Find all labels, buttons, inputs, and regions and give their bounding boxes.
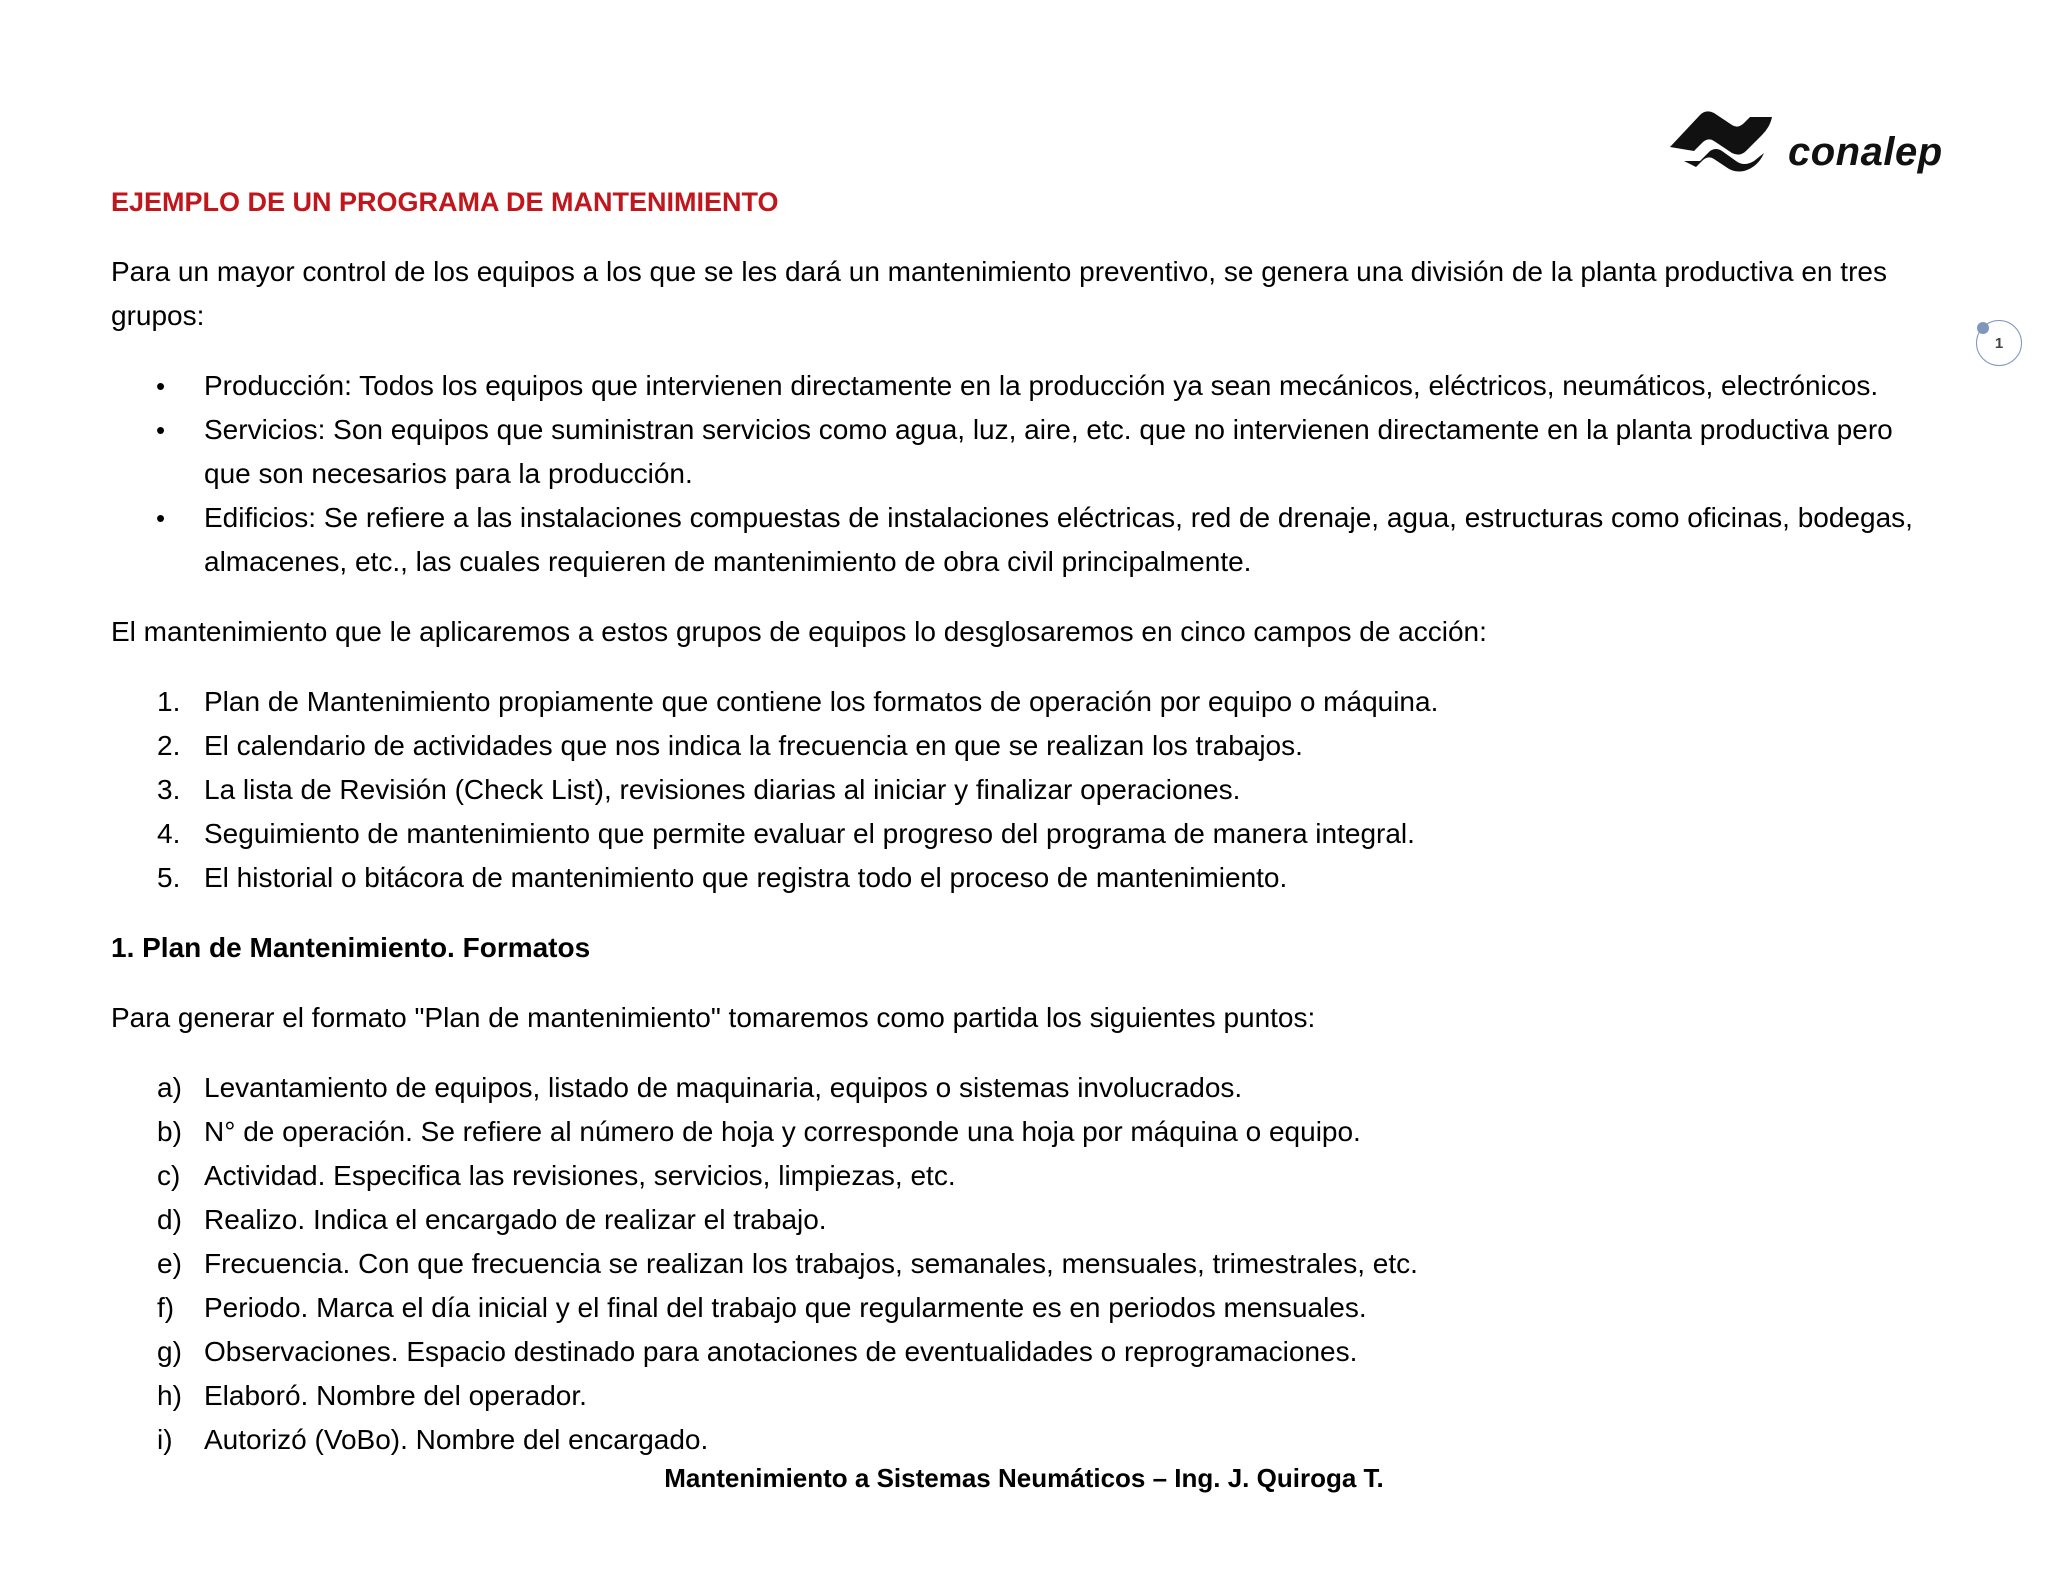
list-item: [111, 364, 1931, 408]
list-item-text: Actividad. Especifica las revisiones, servicios, limpiezas, etc.: [204, 1160, 956, 1191]
page-title: EJEMPLO DE UN PROGRAMA DE MANTENIMIENTO: [111, 187, 779, 217]
list-item: [111, 1418, 1931, 1462]
intro-paragraph: Para un mayor control de los equipos a los que se les dará un mantenimiento preventivo, se genera una división de la planta productiva en tres grupos:: [111, 256, 1887, 331]
list-item-text: Autorizó (VoBo). Nombre del encargado.: [204, 1424, 709, 1455]
list-item-text: El historial o bitácora de mantenimiento que registra todo el proceso de mantenimiento.: [204, 862, 1288, 893]
format-points-list: [111, 1066, 1931, 1462]
list-item-text: Elaboró. Nombre del operador.: [204, 1380, 587, 1411]
bullet-icon: •: [156, 415, 166, 445]
list-item-text: Edificios: Se refiere a las instalaciones compuestas de instalaciones eléctricas, red de drenaje, agua, estructuras como oficinas, bodegas, almacenes, etc., las cuales requieren de mantenimiento de obra civil principalmente.: [204, 502, 1913, 577]
conalep-wordmark: conalep: [1788, 129, 1943, 174]
list-item: [111, 496, 1931, 584]
list-marker: f): [157, 1292, 175, 1323]
document-body: [111, 180, 1931, 1462]
bullet-icon: •: [156, 371, 166, 401]
list-item-text: El calendario de actividades que nos indica la frecuencia en que se realizan los trabajos.: [204, 730, 1303, 761]
list-marker: 2.: [157, 730, 181, 761]
fields-intro-paragraph: El mantenimiento que le aplicaremos a estos grupos de equipos lo desglosaremos en cinco campos de acción:: [111, 616, 1487, 647]
list-marker: g): [157, 1336, 182, 1367]
page-footer: Mantenimiento a Sistemas Neumáticos – Ing. J. Quiroga T.: [664, 1463, 1384, 1493]
format-intro-paragraph: Para generar el formato "Plan de mantenimiento" tomaremos como partida los siguientes puntos:: [111, 1002, 1316, 1033]
list-marker: i): [157, 1424, 173, 1455]
list-marker: 3.: [157, 774, 181, 805]
list-marker: 1.: [157, 686, 181, 717]
list-item: [111, 1286, 1931, 1330]
list-item-text: Frecuencia. Con que frecuencia se realizan los trabajos, semanales, mensuales, trimestrales, etc.: [204, 1248, 1418, 1279]
list-item: [111, 724, 1931, 768]
list-item: [111, 856, 1931, 900]
conalep-logo-icon: [1666, 103, 1778, 175]
list-item-text: N° de operación. Se refiere al número de hoja y corresponde una hoja por máquina o equipo.: [204, 1116, 1361, 1147]
list-item-text: Realizo. Indica el encargado de realizar el trabajo.: [204, 1204, 827, 1235]
list-marker: a): [157, 1072, 182, 1103]
list-item: [111, 1110, 1931, 1154]
list-marker: c): [157, 1160, 181, 1191]
list-marker: e): [157, 1248, 182, 1279]
conalep-logo: [1666, 98, 1966, 180]
list-item: [111, 408, 1931, 496]
list-item-text: Levantamiento de equipos, listado de maquinaria, equipos o sistemas involucrados.: [204, 1072, 1243, 1103]
list-item: [111, 768, 1931, 812]
badge-dot-icon: [1977, 322, 1989, 334]
list-item-text: Producción: Todos los equipos que intervienen directamente en la producción ya sean mecánicos, eléctricos, neumáticos, electrónicos.: [204, 370, 1879, 401]
list-item: [111, 1330, 1931, 1374]
groups-list: [111, 364, 1931, 584]
list-marker: 5.: [157, 862, 181, 893]
section-heading: 1. Plan de Mantenimiento. Formatos: [111, 932, 591, 963]
list-item: [111, 1066, 1931, 1110]
list-marker: d): [157, 1204, 182, 1235]
bullet-icon: •: [156, 503, 166, 533]
list-item: [111, 812, 1931, 856]
list-item: [111, 680, 1931, 724]
list-item-text: Seguimiento de mantenimiento que permite evaluar el progreso del programa de manera integral.: [204, 818, 1415, 849]
list-item-text: Periodo. Marca el día inicial y el final del trabajo que regularmente es en periodos mensuales.: [204, 1292, 1367, 1323]
list-marker: h): [157, 1380, 182, 1411]
list-item-text: Plan de Mantenimiento propiamente que contiene los formatos de operación por equipo o máquina.: [204, 686, 1439, 717]
list-item: [111, 1374, 1931, 1418]
list-item: [111, 1154, 1931, 1198]
list-marker: 4.: [157, 818, 181, 849]
list-item: [111, 1198, 1931, 1242]
list-item-text: Observaciones. Espacio destinado para anotaciones de eventualidades o reprogramaciones.: [204, 1336, 1358, 1367]
page-number: 1: [1994, 334, 2004, 352]
list-item-text: Servicios: Son equipos que suministran servicios como agua, luz, aire, etc. que no intervienen directamente en la planta productiva pero que son necesarios para la producción.: [204, 414, 1893, 489]
list-item-text: La lista de Revisión (Check List), revisiones diarias al iniciar y finalizar operaciones.: [204, 774, 1241, 805]
list-item: [111, 1242, 1931, 1286]
list-marker: b): [157, 1116, 182, 1147]
fields-list: [111, 680, 1931, 900]
page-number-badge[interactable]: [1976, 320, 2022, 366]
